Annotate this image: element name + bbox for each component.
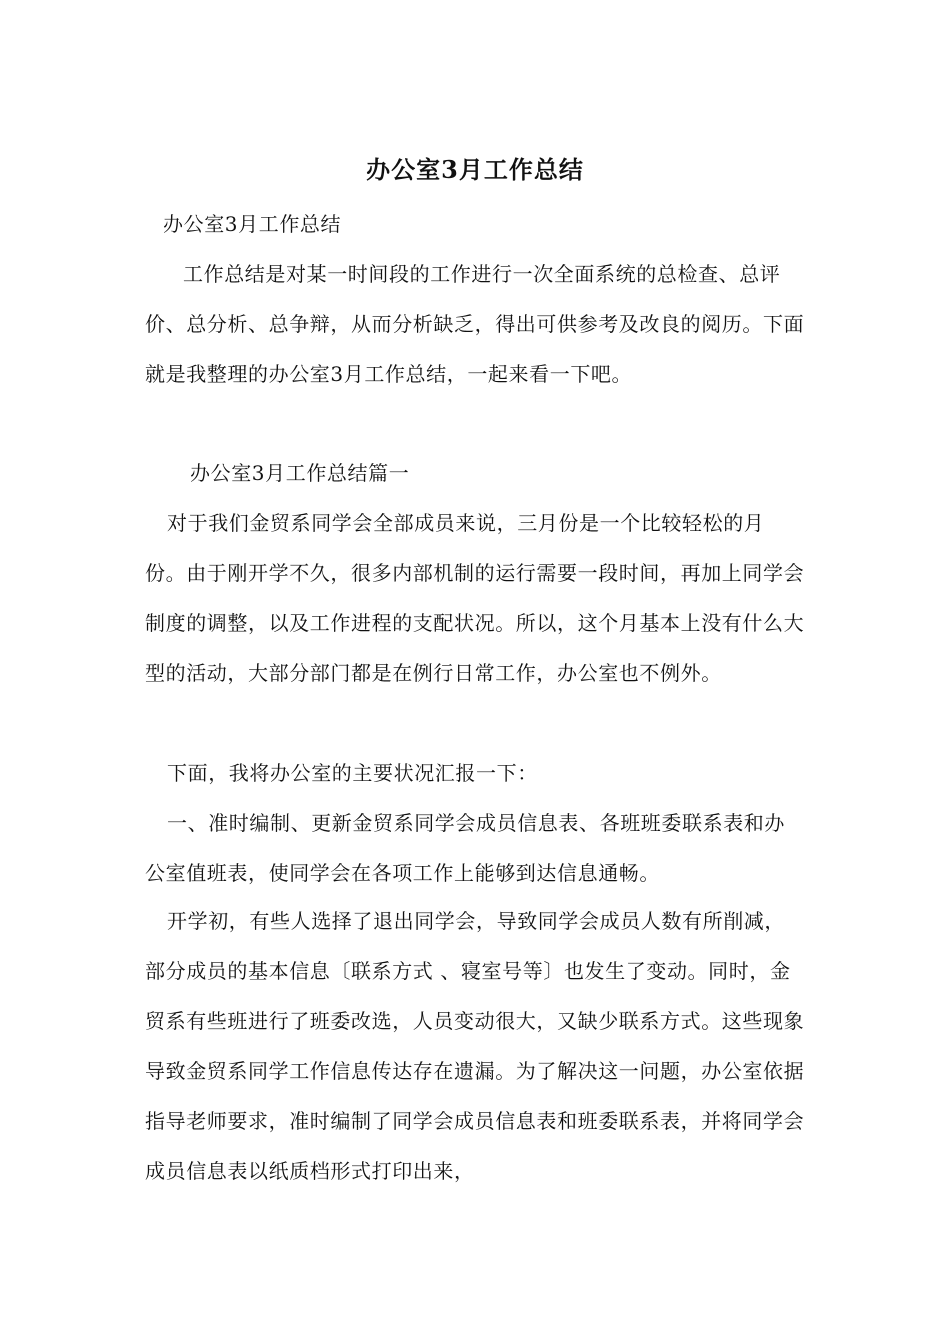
paragraph-item-one: 一、准时编制、更新金贸系同学会成员信息表、各班班委联系表和办公室值班表，使同学会在各项工作上能够到达信息通畅。 [145, 811, 785, 885]
intro-paragraph: 工作总结是对某一时间段的工作进行一次全面系统的总检查、总评价、总分析、总争辩，从而分析缺乏，得出可供参考及改良的阅历。下面就是我整理的办公室3月工作总结，一起来看一下吧。 [145, 262, 805, 386]
paragraph-item-one-detail: 开学初，有些人选择了退出同学会，导致同学会成员人数有所削减，部分成员的基本信息〔联系方式 、寝室号等〕也发生了变动。同时，金贸系有些班进行了班委改选，人员变动很大，又缺少联系方式。这些现象导致金贸系同学工作信息传达存在遗漏。为了解决这一问题，办公室依据指导老师要求，准时编制了同学会成员信息表和班委联系表，并将同学会成员信息表以纸质档形式打印出来， [145, 909, 805, 1183]
section-heading: 办公室3月工作总结篇一 [190, 461, 410, 485]
paragraph-report-intro: 下面，我将办公室的主要状况汇报一下： [167, 761, 538, 785]
paragraph-overview: 对于我们金贸系同学会全部成员来说，三月份是一个比较轻松的月份。由于刚开学不久，很多内部机制的运行需要一段时间，再加上同学会制度的调整，以及工作进程的支配状况。所以，这个月基本上没有什么大型的活动，大部分部门都是在例行日常工作，办公室也不例外。 [145, 511, 805, 685]
document-subtitle: 办公室3月工作总结 [163, 212, 342, 236]
document-title: 办公室3月工作总结 [366, 155, 584, 184]
